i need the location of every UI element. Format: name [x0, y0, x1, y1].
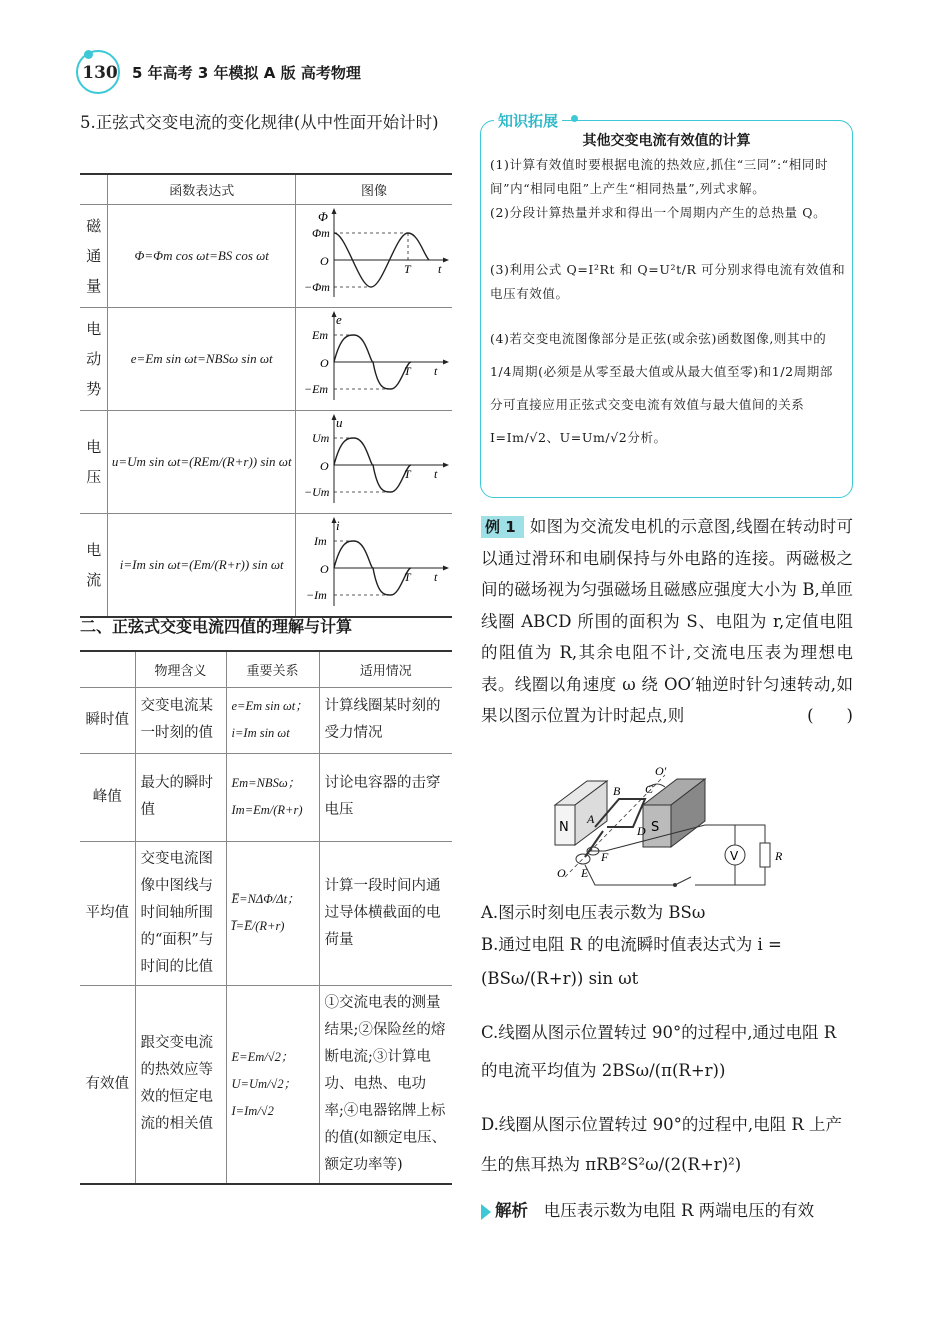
solution-arrow-icon [481, 1204, 491, 1220]
knowledge-tag: 知识拓展 [494, 110, 562, 131]
badge-dot-icon [84, 50, 93, 59]
period-label: T [403, 569, 411, 584]
t-axis-label: t [433, 363, 438, 378]
row-label [80, 204, 108, 307]
max-label: Im [313, 533, 327, 548]
t-axis-label: t [433, 466, 438, 481]
option-d: D.线圈从图示位置转过 90°的过程中,电阻 R 上产生的焦耳热为 πRB²S²ω/(2(R+r)²) [481, 1115, 843, 1174]
table-header-row [80, 174, 452, 204]
section2-title: 二、正弦式交变电流四值的理解与计算 [80, 617, 353, 636]
value-use: 计算线圈某时刻的受力情况 [319, 687, 452, 753]
option-a: A.图示时刻电压表示数为 BSω [481, 903, 706, 922]
table-header-blank [80, 651, 135, 687]
table-header-blank [80, 174, 108, 204]
sine-law-table [80, 173, 452, 618]
origin-label: O [319, 355, 329, 370]
table-header-relation: 重要关系 [226, 651, 319, 687]
voltage-graph [296, 411, 452, 509]
value-meaning: 交变电流图像中图线与时间轴所围的“面积”与时间的比值 [135, 841, 226, 985]
value-relation: e=Em sin ωt；i=Im sin ωt [226, 687, 319, 753]
flux-formula: Φ=Φm cos ωt=BS cos ωt [134, 247, 269, 263]
max-label: Um [311, 430, 330, 445]
row-label [80, 307, 108, 410]
t-arrow-icon [443, 462, 449, 467]
value-meaning: 跟交变电流的热效应等效的恒定电流的相关值 [135, 985, 226, 1184]
row-graph [295, 307, 452, 410]
value-use: ①交流电表的测量结果;②保险丝的熔断电流;③计算电功、电热、电功率;④电器铭牌上标的值(如额定电压、额定功率等) [319, 985, 452, 1184]
value-name: 瞬时值 [80, 687, 135, 753]
row-expression [108, 513, 296, 617]
switch [675, 877, 691, 885]
row-label [80, 513, 108, 617]
value-name: 峰值 [80, 753, 135, 841]
four-values-table [80, 650, 452, 1185]
knowledge-p2: (2)分段计算热量并求和得出一个周期内产生的总热量 Q。 [490, 205, 827, 220]
min-label: −Um [303, 484, 330, 499]
origin-label: O [319, 253, 329, 268]
axis-var-label: u [335, 414, 343, 430]
table-header-expr: 函数表达式 [108, 174, 296, 204]
row-expression [108, 204, 296, 307]
section5-title: 5.正弦式交变电流的变化规律(从中性面开始计时) [80, 113, 439, 132]
tag-dot-icon [571, 115, 578, 122]
row-graph [295, 513, 452, 617]
value-meaning: 交变电流某一时刻的值 [135, 687, 226, 753]
origin-label: O [319, 458, 329, 473]
flux-graph [296, 205, 452, 303]
generator-diagram [545, 765, 795, 890]
solution-tag: 解析 [495, 1201, 528, 1220]
value-relation: Em=NBSω；Im=Em/(R+r) [226, 753, 319, 841]
page-number-badge [76, 50, 120, 94]
answer-bracket: ( ) [807, 706, 853, 725]
row-label-text: 电流 [86, 540, 102, 589]
slip-ring-e [576, 854, 590, 864]
page-number: 130 [82, 63, 118, 83]
label-e: E [581, 866, 589, 880]
value-meaning: 最大的瞬时值 [135, 753, 226, 841]
label-r: R [775, 849, 783, 863]
t-arrow-icon [443, 359, 449, 364]
example-tag: 例 1 [481, 516, 524, 538]
period-label: T [403, 466, 411, 481]
y-arrow-icon [331, 208, 336, 214]
row-label-text: 电压 [86, 437, 102, 486]
label-c: C [645, 782, 654, 796]
axis-var-label: i [335, 517, 340, 533]
value-use: 讨论电容器的击穿电压 [319, 753, 452, 841]
row-label-text: 电动势 [86, 319, 102, 398]
period-label: T [403, 363, 411, 378]
table-row [80, 985, 452, 1184]
knowledge-p3: (3)利用公式 Q=I²Rt 和 Q=U²t/R 可分别求得电流有效值和电压有效值。 [490, 262, 846, 301]
min-label: −Em [303, 381, 329, 396]
example-text: 如图为交流发电机的示意图,线圈在转动时可以通过滑环和电刷保持与外电路的连接。两磁极之间的磁场视为匀强磁场且磁感应强度大小为 B,单匝线圈 ABCD 所围的面积为 S、电阻为 r,定值电阻的阻值为 R,其余电阻不计,交流电压表为理想电表。线圈以角速度 ω 绕 OO′轴逆时针匀速转动,如果以图示位置为计时起点,则 [481, 517, 853, 725]
solution-text: 电压表示数为电阻 R 两端电压的有效 [543, 1201, 815, 1220]
value-use: 计算一段时间内通过导体横截面的电荷量 [319, 841, 452, 985]
circuit-wire-bottom [585, 865, 675, 885]
switch-pivot [673, 883, 677, 887]
min-label: −Im [305, 587, 327, 602]
voltage-formula: u=Um sin ωt=(REm/(R+r)) sin ωt [111, 453, 292, 469]
label-d: D [637, 824, 646, 838]
t-arrow-icon [443, 257, 449, 262]
knowledge-title: 其他交变电流有效值的计算 [582, 133, 751, 149]
value-relation: E=Em/√2；U=Um/√2；I=Im/√2 [226, 985, 319, 1184]
table-row [80, 687, 452, 753]
table-header-use: 适用情况 [319, 651, 452, 687]
label-o: O [557, 866, 566, 880]
table-row [80, 513, 452, 617]
row-graph [295, 410, 452, 513]
row-expression [108, 410, 296, 513]
knowledge-p1: (1)计算有效值时要根据电流的热效应,抓住“三同”:“相同时间”内“相同电阻”上产生“相同热量”,列式求解。 [490, 157, 829, 196]
min-label: −Φm [303, 279, 330, 294]
current-formula: i=Im sin ωt=(Em/(R+r)) sin ωt [119, 556, 284, 572]
value-name: 有效值 [80, 985, 135, 1184]
axis-var-label: Φ [317, 208, 328, 224]
emf-graph [296, 308, 452, 406]
row-expression [108, 307, 296, 410]
book-title: 5 年高考 3 年模拟 A 版 高考物理 [132, 64, 361, 82]
solution [481, 1197, 853, 1225]
table-row [80, 307, 452, 410]
table-row [80, 753, 452, 841]
label-v: V [730, 849, 739, 863]
row-label-text: 磁通量 [86, 216, 102, 295]
label-f: F [601, 850, 609, 864]
table-header-graph: 图像 [295, 174, 452, 204]
current-graph [296, 514, 452, 612]
label-b: B [613, 784, 621, 798]
table-header-meaning: 物理含义 [135, 651, 226, 687]
page-header [76, 50, 456, 94]
period-label: T [403, 261, 411, 276]
max-label: Em [311, 327, 328, 342]
resistor-r [760, 843, 770, 867]
emf-formula: e=Em sin ωt=NBSω sin ωt [130, 350, 273, 366]
value-name: 平均值 [80, 841, 135, 985]
option-c: C.线圈从图示位置转过 90°的过程中,通过电阻 R 的电流平均值为 2BSω/(π(R+r)) [481, 1023, 837, 1080]
t-arrow-icon [443, 565, 449, 570]
t-axis-label: t [437, 261, 442, 276]
table-row [80, 841, 452, 985]
label-n: N [559, 820, 569, 835]
table-row [80, 410, 452, 513]
knowledge-p4: (4)若交变电流图像部分是正弦(或余弦)函数图像,则其中的1/4周期(必须是从零至最大值或从最大值至零)和1/2周期部分可直接应用正弦式交变电流有效值与最大值间的关系 I=Im/√2、U=Um/√2分析。 [490, 331, 833, 445]
axis-var-label: e [335, 311, 342, 327]
option-b: B.通过电阻 R 的电流瞬时值表达式为 i = (BSω/(R+r)) sin ωt [481, 935, 782, 988]
origin-label: O [319, 561, 329, 576]
value-relation: E̅=NΔΦ/Δt；I̅=E̅/(R+r) [226, 841, 319, 985]
table-header-row [80, 651, 452, 687]
row-label [80, 410, 108, 513]
label-a: A [587, 812, 595, 826]
example-1 [481, 511, 853, 732]
label-o-prime: O′ [655, 765, 667, 778]
table-row [80, 204, 452, 307]
row-graph [295, 204, 452, 307]
label-s: S [651, 820, 660, 835]
t-axis-label: t [433, 569, 438, 584]
max-label: Φm [311, 225, 330, 240]
